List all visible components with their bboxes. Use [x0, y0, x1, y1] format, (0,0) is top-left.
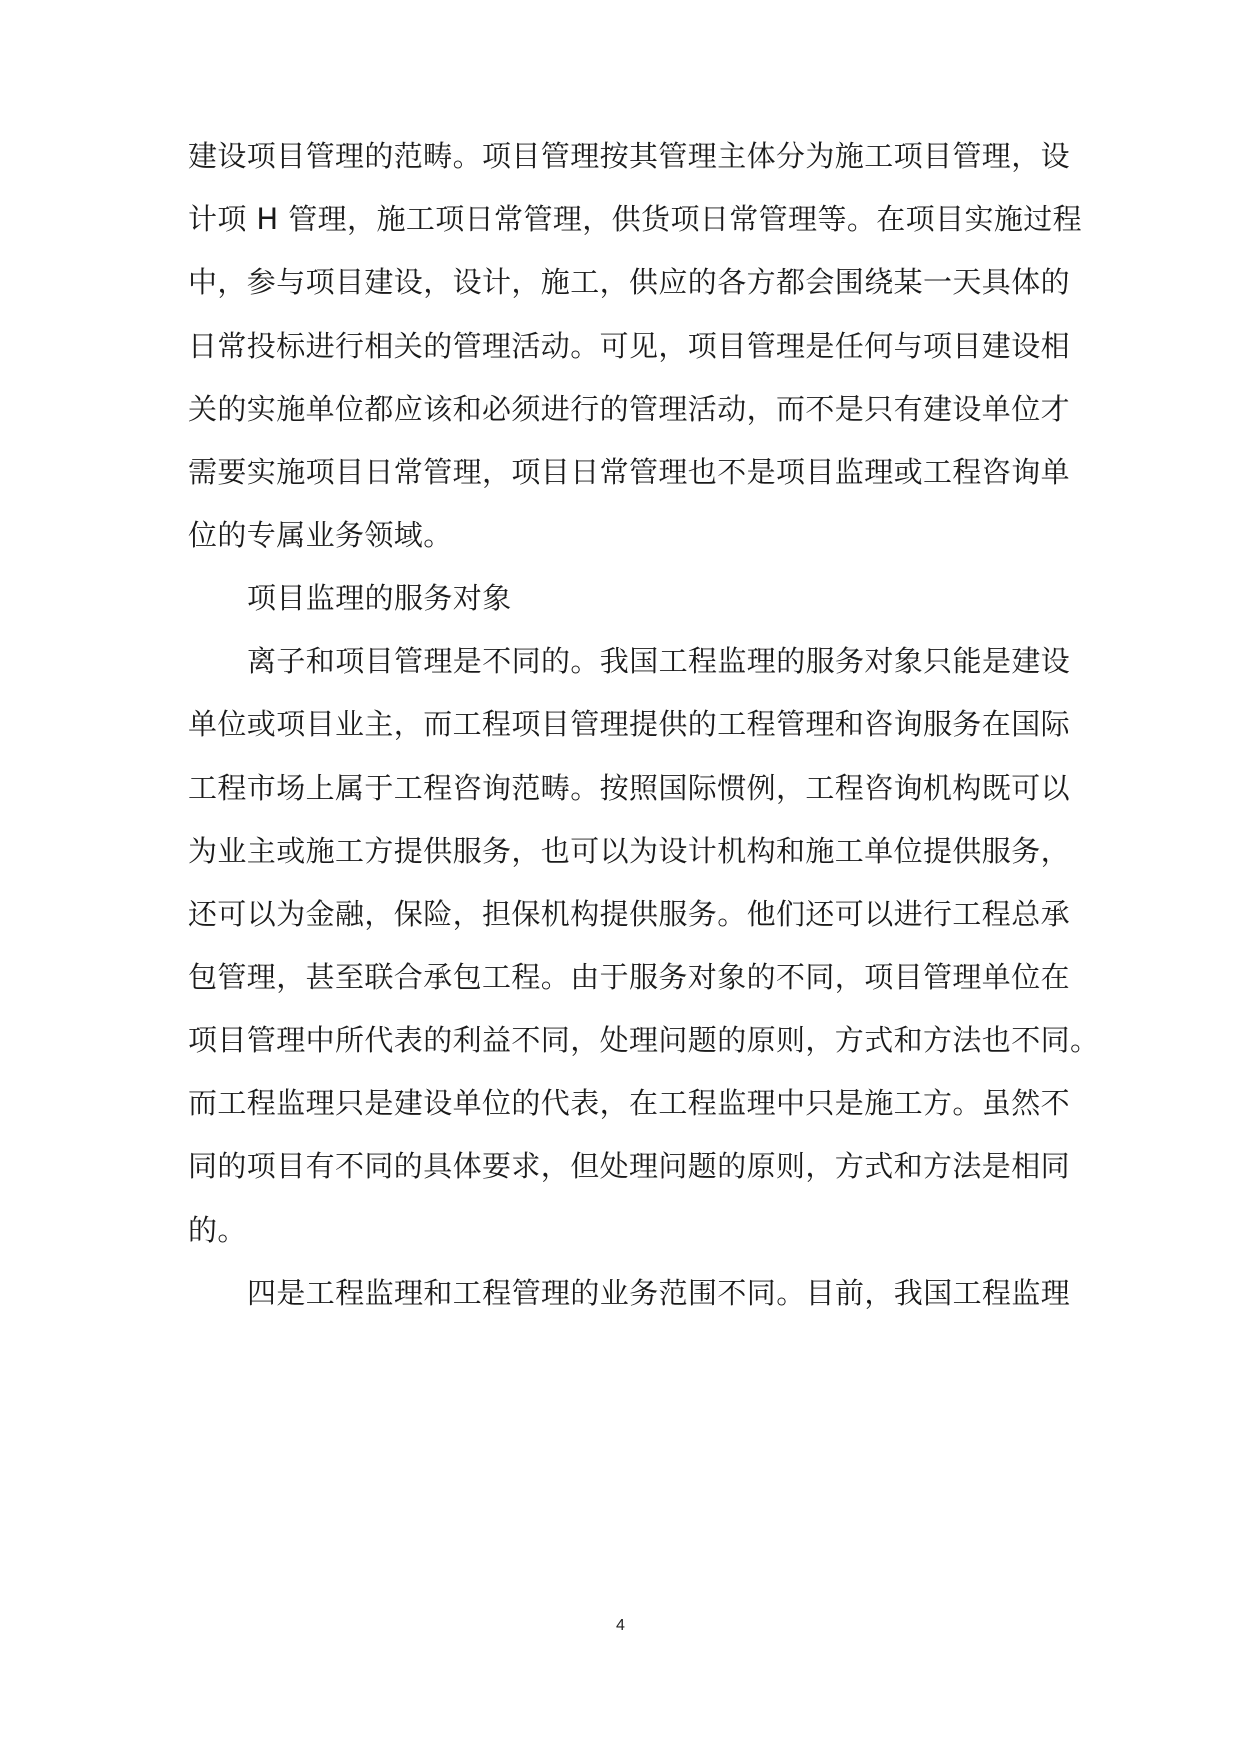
paragraph-line: 关的实施单位都应该和必须进行的管理活动，而不是只有建设单位才 [188, 392, 1071, 426]
paragraph-line: 的。 [188, 1213, 247, 1247]
paragraph-line: 需要实施项目日常管理，项目日常管理也不是项目监理或工程咨询单 [188, 455, 1071, 489]
paragraph-line: 位的专属业务领域。 [188, 518, 453, 552]
paragraph-line: 项目管理中所代表的利益不同，处理问题的原则，方式和方法也不同。 [188, 1023, 1100, 1057]
paragraph-line: 日常投标进行相关的管理活动。可见，项目管理是任何与项目建设相 [188, 329, 1071, 363]
section-heading: 项目监理的服务对象 [247, 581, 512, 615]
paragraph-line: 包管理，甚至联合承包工程。由于服务对象的不同，项目管理单位在 [188, 960, 1071, 994]
page-number: 4 [616, 1617, 625, 1634]
paragraph-line: 计项 H 管理，施工项日常管理，供货项日常管理等。在项目实施过程 [188, 202, 1083, 236]
paragraph-line: 同的项目有不同的具体要求，但处理问题的原则，方式和方法是相同 [188, 1149, 1071, 1183]
paragraph-line: 单位或项目业主，而工程项目管理提供的工程管理和咨询服务在国际 [188, 707, 1071, 741]
paragraph-line: 中，参与项目建设，设计，施工，供应的各方都会围绕某一天具体的 [188, 265, 1071, 299]
paragraph-line: 工程市场上属于工程咨询范畴。按照国际惯例，工程咨询机构既可以 [188, 771, 1071, 805]
paragraph-line: 离子和项目管理是不同的。我国工程监理的服务对象只能是建设 [247, 644, 1071, 678]
paragraph-line: 建设项目管理的范畴。项目管理按其管理主体分为施工项目管理，设 [188, 139, 1071, 173]
paragraph-line: 为业主或施工方提供服务，也可以为设计机构和施工单位提供服务， [188, 834, 1071, 868]
paragraph-line: 四是工程监理和工程管理的业务范围不同。目前，我国工程监理 [247, 1276, 1071, 1310]
paragraph-line: 而工程监理只是建设单位的代表，在工程监理中只是施工方。虽然不 [188, 1086, 1071, 1120]
paragraph-line: 还可以为金融，保险，担保机构提供服务。他们还可以进行工程总承 [188, 897, 1071, 931]
